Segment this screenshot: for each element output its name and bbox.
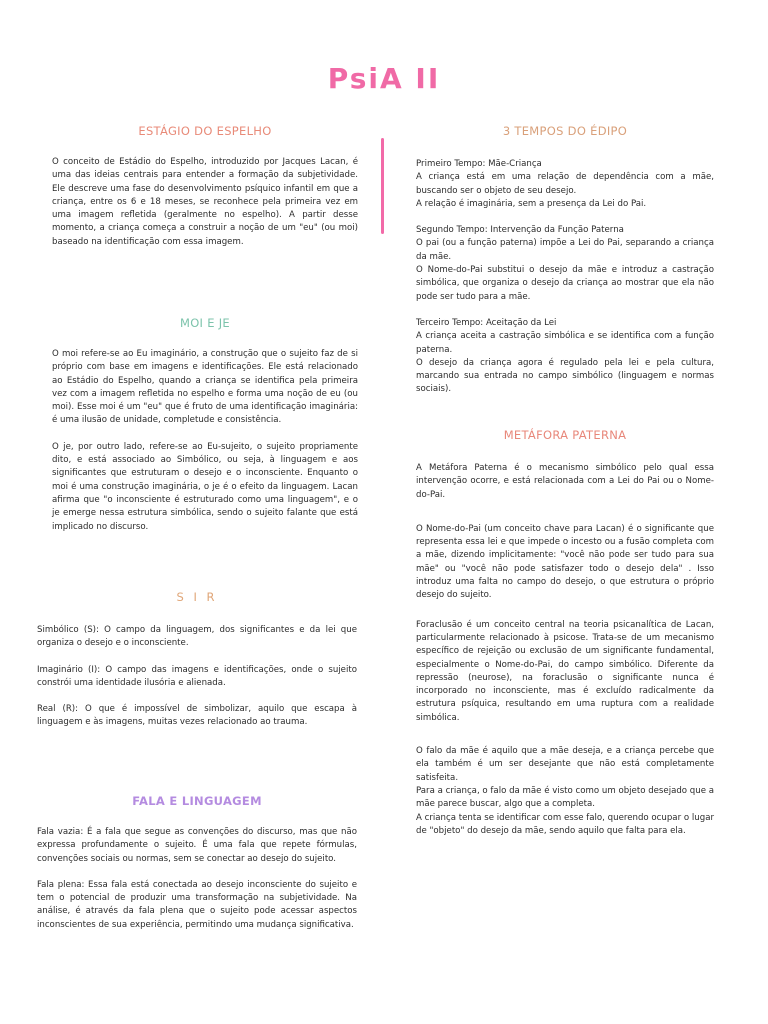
section-estagio-do-espelho xyxy=(52,124,358,249)
tempo-line: A criança aceita a castração simbólica e se identifica com a função paterna. xyxy=(416,331,714,355)
section-body xyxy=(37,826,357,932)
page-title: PsiA II xyxy=(327,62,441,95)
vertical-divider xyxy=(381,138,384,234)
section-heading: S I R xyxy=(176,590,218,604)
paragraph: Fala vazia: É a fala que segue as convenções do discurso, mas que não expressa profundamente o sujeito. É uma fala que repete fórmulas, convenções sociais ou normas, sem se conectar ao desejo do sujeito. xyxy=(37,827,357,864)
paragraph: Simbólico (S): O campo da linguagem, dos significantes e da lei que organiza o desejo e o inconsciente. xyxy=(37,625,357,649)
paragraph: O moi refere-se ao Eu imaginário, a construção que o sujeito faz de si próprio com base em imagens e identificações. Ele está relacionado ao Estádio do Espelho, quando a criança se identifica pela primeira vez com a imagem refletida no espelho e forma uma noção de eu (ou moi). Esse moi é um "eu" que é fruto de uma identificação imaginária: é uma ilusão de unidade, completude e consistência. xyxy=(52,349,358,426)
falo-block xyxy=(416,745,714,838)
section-body xyxy=(416,158,714,397)
tempo-block xyxy=(416,158,714,211)
section-heading: 3 TEMPOS DO ÉDIPO xyxy=(502,124,628,138)
paragraph: O je, por outro lado, refere-se ao Eu-sujeito, o sujeito propriamente dito, e está associado ao Simbólico, ou seja, à linguagem e aos significantes que estruturam o desejo e o inconsciente. Enquanto o moi é uma construção imaginária, o je é o efeito da linguagem. Lacan afirma que "o inconsciente é estruturado como uma linguagem", e o je emerge nessa estrutura simbólica, sendo o sujeito falante que está implicado no discurso. xyxy=(52,441,358,532)
section-body xyxy=(52,348,358,534)
paragraph: O Nome-do-Pai (um conceito chave para Lacan) é o significante que representa essa lei e que impede o incesto ou a fusão completa com a mãe, dizendo implicitamente: "você não pode ser tudo para sua mãe" ou "você não pode satisfazer todo o desejo dela" . Isso introduz uma falta no campo do desejo, o que estrutura o próprio desejo do sujeito. xyxy=(416,523,714,601)
tempo-block xyxy=(416,317,714,397)
paragraph: Real (R): O que é impossível de simbolizar, aquilo que escapa à linguagem e às imagens, muitas vezes relacionado ao trauma. xyxy=(37,704,357,728)
section-metafora-paterna xyxy=(416,428,714,838)
tempo-title: Terceiro Tempo: Aceitação da Lei xyxy=(416,317,557,328)
falo-line: Para a criança, o falo da mãe é visto como um objeto desejado que a mãe parece buscar, algo que a completa. xyxy=(416,785,714,810)
section-fala-e-linguagem xyxy=(37,794,357,932)
tempo-line: O pai (ou a função paterna) impõe a Lei do Pai, separando a criança da mãe. xyxy=(416,238,714,262)
section-body xyxy=(37,624,357,730)
section-3-tempos-do-edipo xyxy=(416,124,714,397)
tempo-line: A relação é imaginária, sem a presença da Lei do Pai. xyxy=(416,198,647,209)
paragraph: Fala plena: Essa fala está conectada ao desejo inconsciente do sujeito e tem o potencial de produzir uma transformação na subjetividade. Na análise, é através da fala plena que o sujeito pode acessar aspectos inconscientes de sua experiência, permitindo uma mudança significativa. xyxy=(37,879,357,930)
tempo-title: Primeiro Tempo: Mãe-Criança xyxy=(416,159,542,169)
tempo-line: O desejo da criança agora é regulado pela lei e pela cultura, marcando sua entrada no campo simbólico (linguagem e normas sociais). xyxy=(416,357,714,395)
section-moi-e-je xyxy=(52,316,358,534)
section-heading: ESTÁGIO DO ESPELHO xyxy=(138,124,272,138)
tempo-title: Segundo Tempo: Intervenção da Função Paterna xyxy=(416,225,624,236)
tempo-block xyxy=(416,224,714,304)
section-body xyxy=(52,156,358,249)
section-body xyxy=(416,462,714,838)
falo-line: A criança tenta se identificar com esse falo, querendo ocupar o lugar de "objeto" do desejo da mãe, sendo aquilo que falta para ela. xyxy=(416,812,714,836)
falo-line: O falo da mãe é aquilo que a mãe deseja, e a criança percebe que ela também é um ser desejante que não está completamente satisfeita. xyxy=(416,746,714,783)
section-heading: METÁFORA PATERNA xyxy=(503,428,627,442)
paragraph: Foraclusão é um conceito central na teoria psicanalítica de Lacan, particularmente relacionado à psicose. Trata-se de um mecanismo específico de rejeição ou exclusão de um significante fundamental, especialmente o Nome-do-Pai, do campo simbólico. Diferente da repressão (neurose), na foraclusão o significante nunca é incorporado no inconsciente, mas é excluído radicalmente da estrutura psíquica, resultando em uma ruptura com a realidade simbólica. xyxy=(416,619,714,723)
paragraph: A Metáfora Paterna é o mecanismo simbólico pelo qual essa intervenção ocorre, e está relacionada com a Lei do Pai ou o Nome-do-Pai. xyxy=(416,463,714,500)
paragraph: Imaginário (I): O campo das imagens e identificações, onde o sujeito constrói uma identidade ilusória e alienada. xyxy=(37,664,357,688)
section-sir xyxy=(37,590,357,730)
tempo-line: O Nome-do-Pai substitui o desejo da mãe e introduz a castração simbólica, que organiza o desejo da criança ao mostrar que ela não pode ser tudo para a mãe. xyxy=(416,265,714,302)
paragraph: O conceito de Estádio do Espelho, introduzido por Jacques Lacan, é uma das ideias centrais para entender a formação da subjetividade. Ele descreve uma fase do desenvolvimento psíquico infantil em que a criança, entre os 6 e 18 meses, se reconhece pela primeira vez em uma imagem refletida (geralmente no espelho). A partir desse momento, a criança começa a construir a noção de um "eu" (ou moi) baseado na identificação com essa imagem. xyxy=(52,157,358,247)
tempo-line: A criança está em uma relação de dependência com a mãe, buscando ser o objeto de seu desejo. xyxy=(416,172,714,196)
section-heading: FALA E LINGUAGEM xyxy=(132,794,262,808)
section-heading: MOI E JE xyxy=(179,316,230,330)
